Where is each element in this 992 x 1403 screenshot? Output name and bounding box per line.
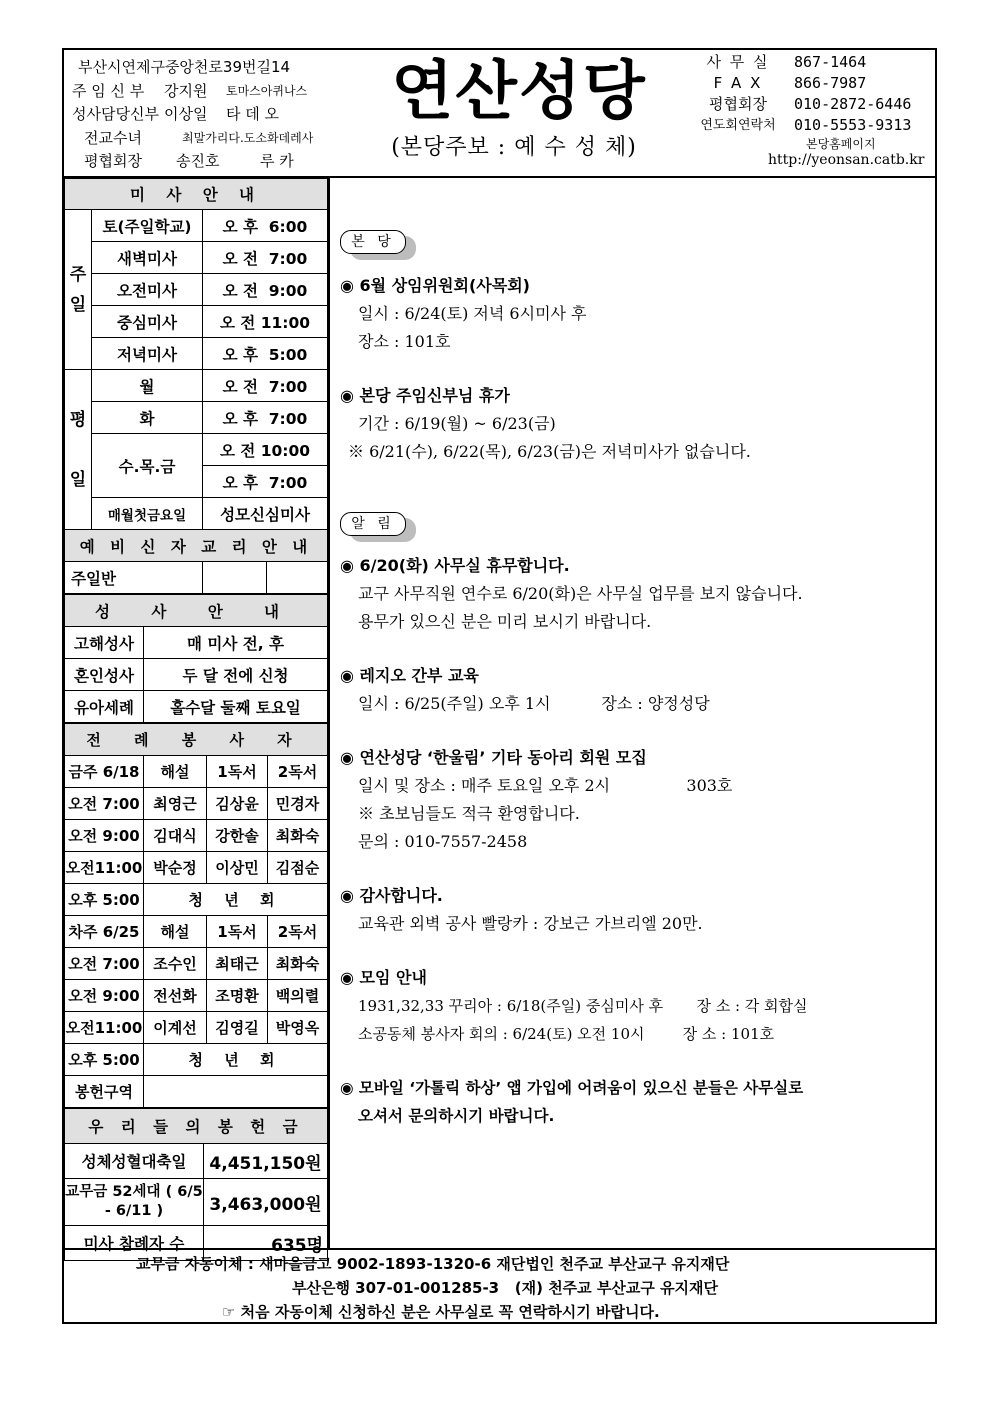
mass-time: 오 후 6:00 bbox=[203, 210, 328, 242]
offering-value: 3,463,000원 bbox=[204, 1179, 328, 1226]
mass-name: 새벽미사 bbox=[92, 242, 203, 274]
bulletin-footer bbox=[64, 1248, 935, 1324]
sacrament-name: 고해성사 bbox=[65, 627, 144, 659]
notice-item bbox=[340, 1074, 932, 1130]
mass-time: 오 전 10:00 bbox=[203, 434, 328, 466]
mass-time: 오 전 7:00 bbox=[203, 370, 328, 402]
mass-time: 오 전 11:00 bbox=[203, 306, 328, 338]
notice-item bbox=[340, 552, 932, 636]
role-header: 2독서 bbox=[268, 756, 328, 788]
homepage-link[interactable]: http://yeonsan.catb.kr bbox=[768, 152, 925, 168]
notice-title: ◉ 레지오 간부 교육 bbox=[340, 666, 479, 685]
weekday-label: 평 일 bbox=[65, 370, 92, 530]
minister-name: 김점순 bbox=[268, 852, 328, 884]
notice-line: 용무가 있으신 분은 미리 보시기 바랍니다. bbox=[358, 612, 652, 631]
notice-item bbox=[340, 882, 932, 938]
mass-name: 토(주일학교) bbox=[92, 210, 203, 242]
staff-list bbox=[72, 56, 332, 174]
notice-title: ◉ 6/20(화) 사무실 휴무합니다. bbox=[340, 556, 570, 575]
offering-section-title: 우 리 들 의 봉 헌 금 bbox=[65, 1109, 328, 1144]
notice-line: 교육관 외벽 공사 빨랑카 : 강보근 가브리엘 20만. bbox=[358, 914, 703, 933]
bulletin-title: 연산성당 bbox=[391, 55, 647, 129]
minister-name: 전선화 bbox=[144, 980, 207, 1012]
staff-row: 주 임 신 부 강지원 토마스아퀴나스 bbox=[72, 81, 308, 100]
minister-name: 이상민 bbox=[207, 852, 268, 884]
footer-line: 교무금 자동이체 : 새마을금고 9002-1893-1320-6 재단법인 천주교 부산교구 유지재단 bbox=[136, 1255, 730, 1273]
offering-name: 성체성혈대축일 bbox=[65, 1144, 204, 1179]
notice-item bbox=[340, 382, 932, 466]
role-header: 1독서 bbox=[207, 916, 268, 948]
mass-time: 오 전 7:00 bbox=[203, 242, 328, 274]
minister-name: 조명환 bbox=[207, 980, 268, 1012]
left-column bbox=[64, 178, 330, 1256]
catechumen-section-title: 예 비 신 자 교 리 안 내 bbox=[65, 530, 328, 562]
mass-time: 오전 9:00 bbox=[65, 820, 144, 852]
contact-list bbox=[682, 52, 932, 168]
contact-row: F A X 866-7987 bbox=[713, 74, 867, 92]
minister-name: 최태근 bbox=[207, 948, 268, 980]
catechumen-cell bbox=[267, 562, 328, 594]
mass-schedule-table bbox=[64, 178, 328, 594]
offering-area-label: 봉헌구역 bbox=[65, 1076, 144, 1108]
ministers-section-title: 전 례 봉 사 자 bbox=[65, 724, 328, 756]
notice-line: 기간 : 6/19(월) ~ 6/23(금) bbox=[358, 414, 556, 433]
notice-line: ※ 초보님들도 적극 환영합니다. bbox=[358, 804, 580, 823]
notice-column bbox=[332, 178, 935, 1248]
notice-note: ※ 6/21(수), 6/22(목), 6/23(금)은 저녁미사가 없습니다. bbox=[348, 442, 751, 461]
notice-title: ◉ 연산성당 ‘한울림’ 기타 동아리 회원 모집 bbox=[340, 748, 647, 767]
contact-row: 사 무 실 867-1464 bbox=[706, 53, 867, 71]
mass-name: 오전미사 bbox=[92, 274, 203, 306]
ministers-table bbox=[64, 723, 328, 1108]
minister-name: 김상윤 bbox=[207, 788, 268, 820]
catechumen-row-label: 주일반 bbox=[65, 562, 203, 594]
week-label: 차주 6/25 bbox=[65, 916, 144, 948]
sacrament-table bbox=[64, 594, 328, 723]
mass-time: 오전 7:00 bbox=[65, 788, 144, 820]
mass-time: 오전 9:00 bbox=[65, 980, 144, 1012]
notice-item bbox=[340, 744, 932, 856]
week-label: 금주 6/18 bbox=[65, 756, 144, 788]
sacrament-section-title: 성 사 안 내 bbox=[65, 595, 328, 627]
parish-tag: 본 당 bbox=[340, 230, 406, 254]
mass-time: 오전11:00 bbox=[65, 1012, 144, 1044]
notice-item bbox=[340, 662, 932, 718]
sunday-label: 주 일 bbox=[65, 210, 92, 370]
bulletin-subtitle: (본당주보 : 예 수 성 체) bbox=[391, 135, 637, 160]
bulletin-frame bbox=[62, 48, 937, 1324]
mass-name: 매월첫금요일 bbox=[92, 498, 203, 530]
minister-name: 박영옥 bbox=[268, 1012, 328, 1044]
notice-line: 일시 : 6/25(주일) 오후 1시 장소 : 양정성당 bbox=[358, 694, 710, 713]
mass-name: 화 bbox=[92, 402, 203, 434]
minister-name: 민경자 bbox=[268, 788, 328, 820]
mass-time: 오후 5:00 bbox=[65, 884, 144, 916]
footer-line: ☞ 처음 자동이체 신청하신 분은 사무실로 꼭 연락하시기 바랍니다. bbox=[222, 1303, 660, 1321]
role-header: 해설 bbox=[144, 916, 207, 948]
minister-name: 백의렬 bbox=[268, 980, 328, 1012]
offering-table bbox=[64, 1108, 328, 1261]
staff-row: 평협회장 송진호 루 카 bbox=[84, 152, 294, 170]
notice-title: ◉ 본당 주임신부님 휴가 bbox=[340, 386, 510, 405]
notice-line: 문의 : 010-7557-2458 bbox=[358, 832, 528, 851]
minister-name: 최영근 bbox=[144, 788, 207, 820]
sacrament-value: 홀수달 둘째 토요일 bbox=[144, 691, 328, 723]
minister-name: 박순정 bbox=[144, 852, 207, 884]
role-header: 1독서 bbox=[207, 756, 268, 788]
mass-time: 오 후 7:00 bbox=[203, 466, 328, 498]
notice-item bbox=[340, 272, 932, 356]
mass-name: 중심미사 bbox=[92, 306, 203, 338]
offering-value: 4,451,150원 bbox=[204, 1144, 328, 1179]
notice-line: 소공동체 봉사자 회의 : 6/24(토) 오전 10시 장 소 : 101호 bbox=[358, 1025, 775, 1043]
minister-group: 청 년 회 bbox=[144, 1044, 328, 1076]
minister-name: 강한솔 bbox=[207, 820, 268, 852]
notice-title: ◉ 6월 상임위원회(사목회) bbox=[340, 276, 530, 295]
minister-name: 김대식 bbox=[144, 820, 207, 852]
offering-value: 635명 bbox=[204, 1226, 328, 1261]
sacrament-value: 두 달 전에 신청 bbox=[144, 659, 328, 691]
sacrament-value: 매 미사 전, 후 bbox=[144, 627, 328, 659]
offering-name: 미사 참례자 수 bbox=[65, 1226, 204, 1261]
notice-line: 일시 : 6/24(토) 저녁 6시미사 후 bbox=[358, 304, 587, 323]
sacrament-name: 혼인성사 bbox=[65, 659, 144, 691]
mass-time: 오 후 7:00 bbox=[203, 402, 328, 434]
notice-title-cont: 오셔서 문의하시기 바랍니다. bbox=[358, 1107, 555, 1125]
notice-line: 교구 사무직원 연수로 6/20(화)은 사무실 업무를 보지 않습니다. bbox=[358, 584, 803, 603]
mass-name: 수.목.금 bbox=[92, 434, 203, 498]
mass-name: 월 bbox=[92, 370, 203, 402]
notice-line: 장소 : 101호 bbox=[358, 332, 451, 351]
minister-name: 이계선 bbox=[144, 1012, 207, 1044]
sacrament-name: 유아세례 bbox=[65, 691, 144, 723]
offering-area-value bbox=[144, 1076, 328, 1108]
address: 부산시연제구중앙천로39번길14 bbox=[78, 58, 291, 76]
contact-row: 평협회장 010-2872-6446 bbox=[709, 95, 912, 113]
notice-title: ◉ 감사합니다. bbox=[340, 886, 443, 905]
notice-line: 1931,32,33 꾸리아 : 6/18(주일) 중심미사 후 장 소 : 각 회합실 bbox=[358, 997, 808, 1015]
role-header: 해설 bbox=[144, 756, 207, 788]
footer-line: 부산은행 307-01-001285-3 (재) 천주교 부산교구 유지재단 bbox=[292, 1279, 719, 1297]
mass-time: 오 후 5:00 bbox=[203, 338, 328, 370]
notice-title: ◉ 모임 안내 bbox=[340, 968, 427, 987]
catechumen-cell bbox=[203, 562, 267, 594]
notice-title: ◉ 모바일 ‘가톨릭 하상’ 앱 가입에 어려움이 있으신 분들은 사무실로 bbox=[340, 1079, 804, 1097]
mass-section-title: 미 사 안 내 bbox=[65, 179, 328, 210]
mass-name: 저녁미사 bbox=[92, 338, 203, 370]
notice-line: 일시 및 장소 : 매주 토요일 오후 2시 303호 bbox=[358, 776, 733, 795]
mass-time: 오후 5:00 bbox=[65, 1044, 144, 1076]
role-header: 2독서 bbox=[268, 916, 328, 948]
minister-name: 조수인 bbox=[144, 948, 207, 980]
staff-row: 성사담당신부 이상일 타 데 오 bbox=[72, 105, 280, 123]
contact-row: 연도회연락처 010-5553-9313 bbox=[700, 116, 912, 134]
offering-name: 교무금 52세대 ( 6/5 - 6/11 ) bbox=[65, 1179, 204, 1226]
mass-time: 오전11:00 bbox=[65, 852, 144, 884]
bulletin-header bbox=[64, 50, 935, 176]
staff-row: 전교수녀 최말가리다.도소화데레사 bbox=[84, 128, 314, 147]
mass-time: 오전 7:00 bbox=[65, 948, 144, 980]
mass-time: 성모신심미사 bbox=[203, 498, 328, 530]
mass-time: 오 전 9:00 bbox=[203, 274, 328, 306]
minister-group: 청 년 회 bbox=[144, 884, 328, 916]
notice-item bbox=[340, 964, 932, 1048]
minister-name: 최화숙 bbox=[268, 820, 328, 852]
news-tag: 알 림 bbox=[340, 512, 406, 536]
contact-row: 본당홈페이지 bbox=[806, 137, 876, 151]
minister-name: 최화숙 bbox=[268, 948, 328, 980]
minister-name: 김영길 bbox=[207, 1012, 268, 1044]
